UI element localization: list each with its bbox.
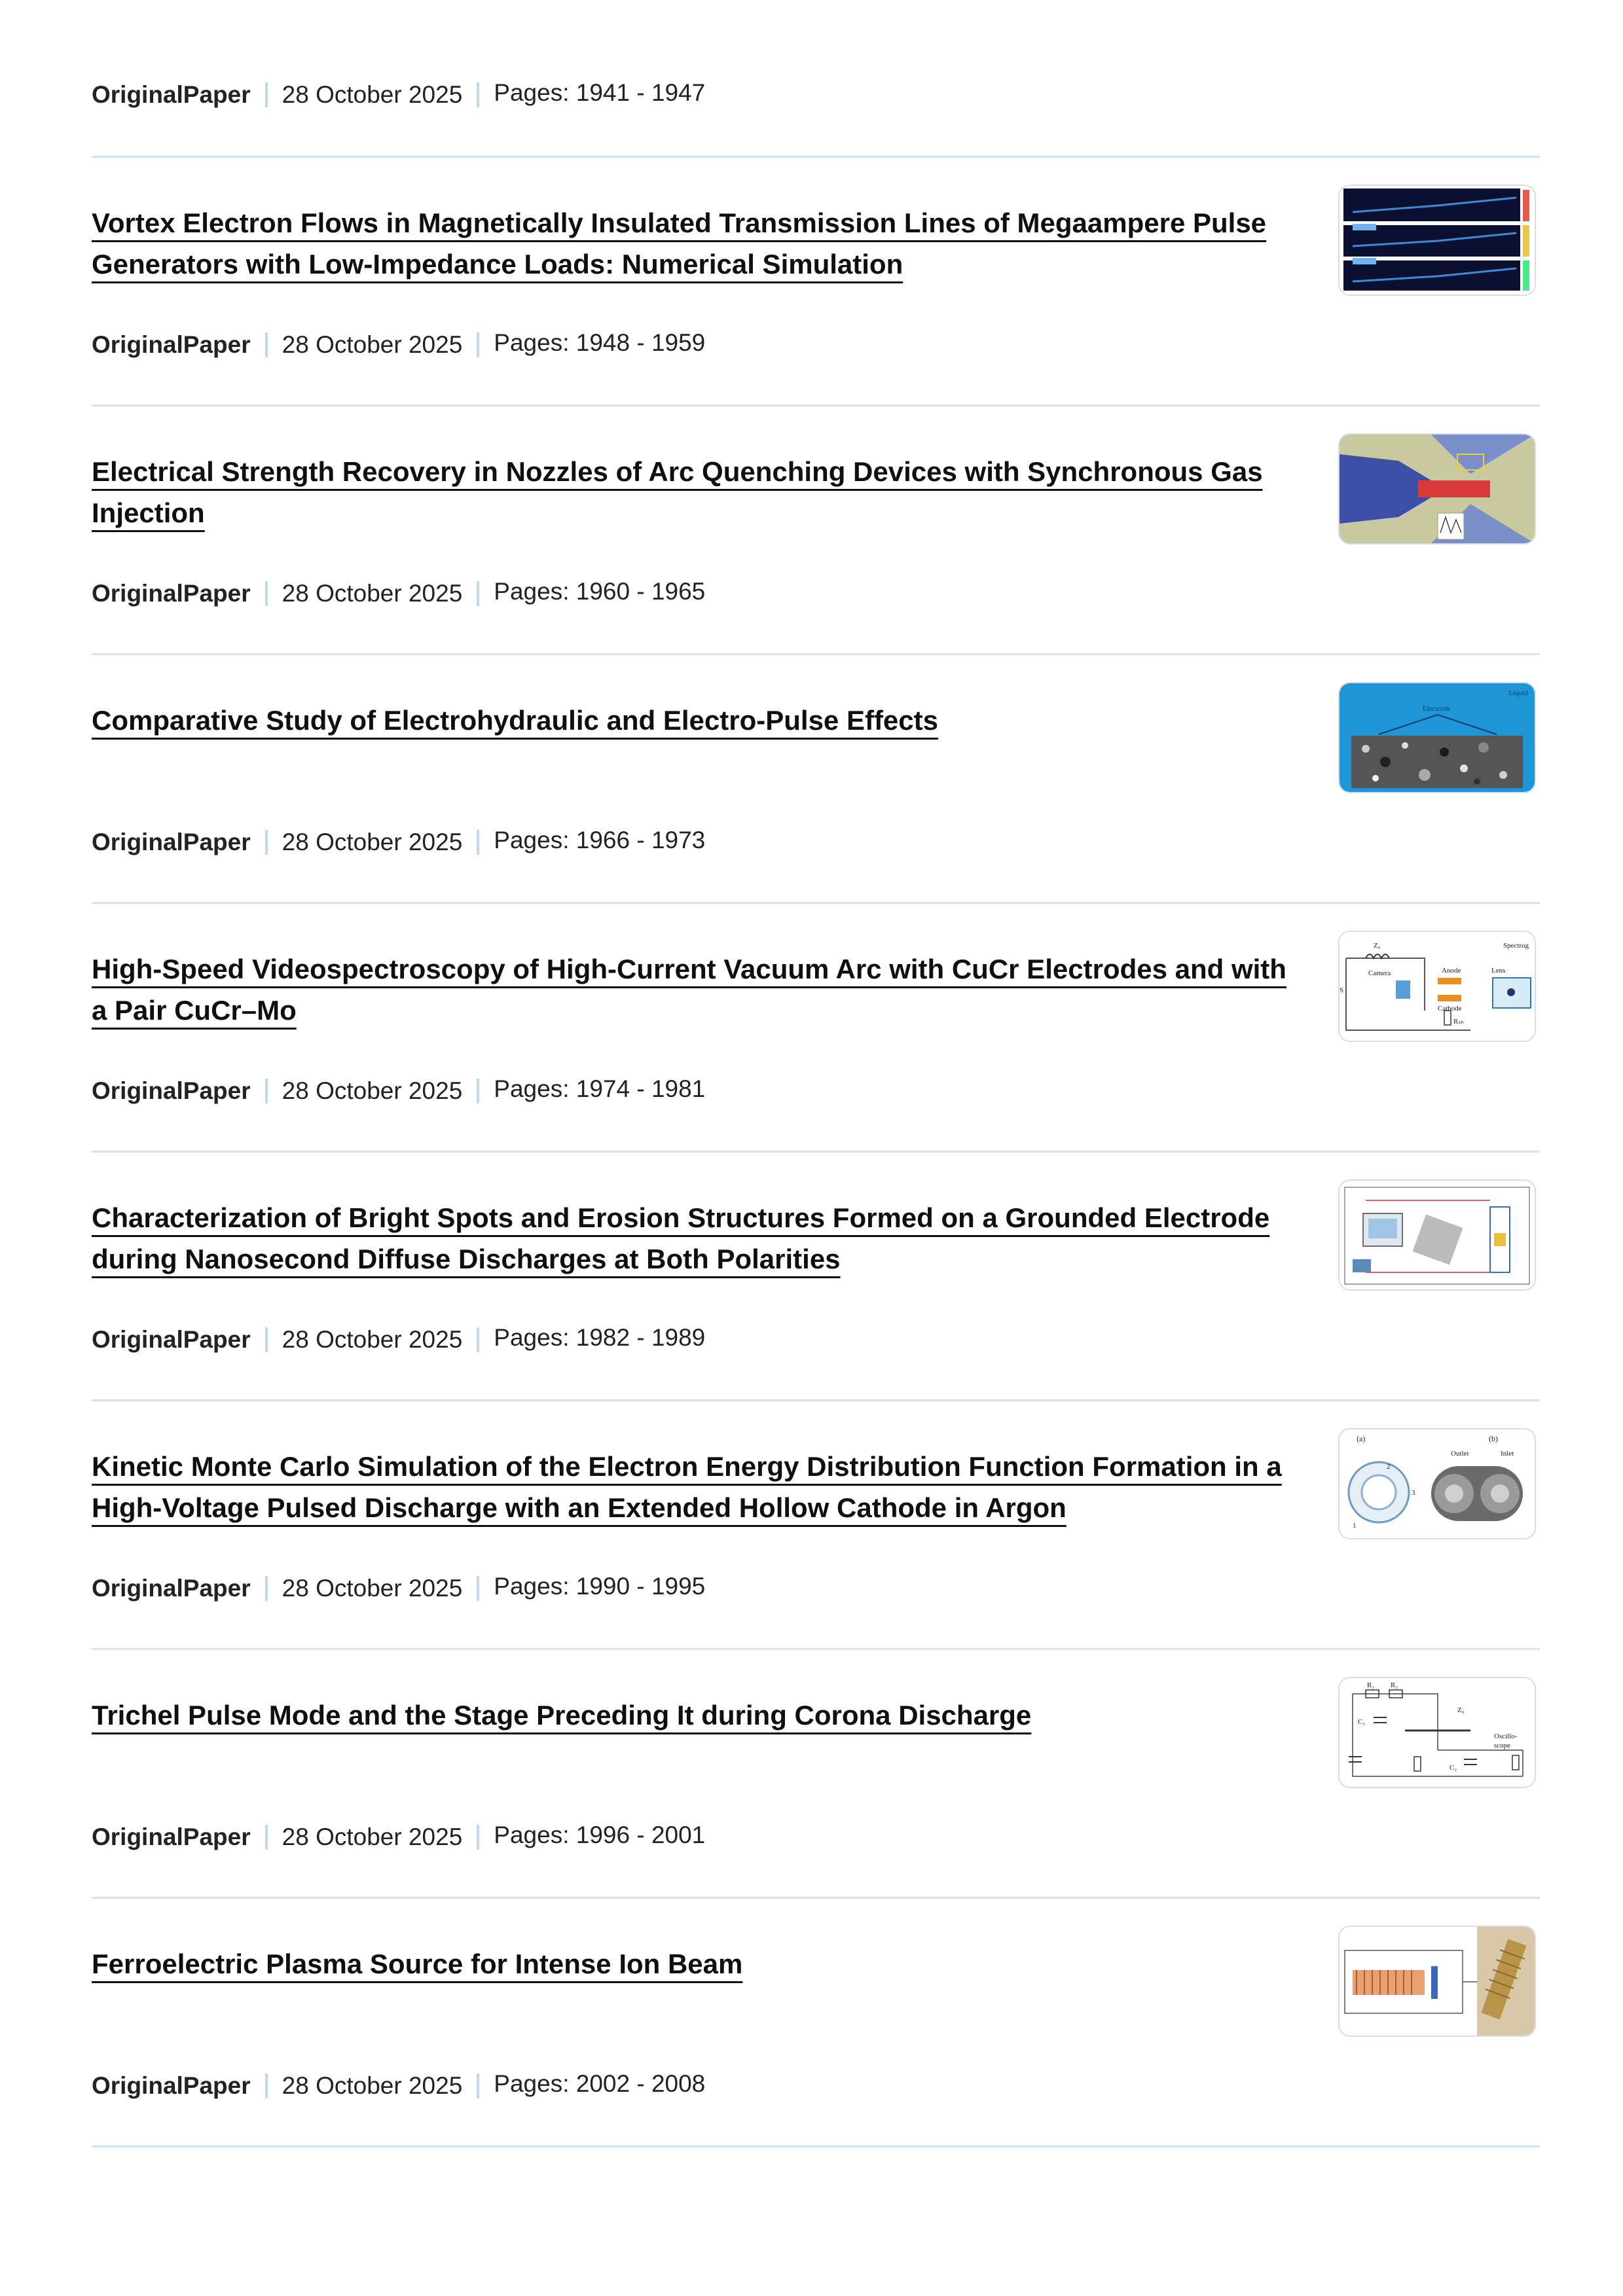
article-thumbnail[interactable] bbox=[1338, 1179, 1536, 1291]
simulation-plots-thumbnail bbox=[1340, 186, 1535, 295]
article-item bbox=[0, 689, 1623, 948]
page-range: Pages: 1996 - 2001 bbox=[494, 1821, 706, 1848]
content-type: OriginalPaper bbox=[92, 2072, 251, 2099]
corona-circuit-thumbnail bbox=[1340, 1678, 1535, 1787]
meta-separator bbox=[265, 1576, 268, 1601]
thumb-label: Inlet bbox=[1501, 1450, 1514, 1458]
publication-date: 28 October 2025 bbox=[282, 81, 463, 108]
thumb-label: 1 bbox=[1353, 1522, 1357, 1530]
page-range: Pages: 1974 - 1981 bbox=[494, 1075, 706, 1102]
thumb-label: C₁ bbox=[1358, 1718, 1366, 1726]
article-title bbox=[92, 948, 1303, 1031]
divider bbox=[92, 902, 1540, 904]
content-type: OriginalPaper bbox=[92, 81, 251, 108]
article-thumbnail[interactable] bbox=[1338, 1677, 1536, 1788]
meta-separator bbox=[265, 1825, 268, 1850]
publication-date: 28 October 2025 bbox=[282, 1326, 463, 1353]
divider bbox=[92, 156, 1540, 158]
content-type: OriginalPaper bbox=[92, 1823, 251, 1850]
thumb-label: (a) bbox=[1357, 1434, 1366, 1443]
page-range: Pages: 1982 - 1989 bbox=[494, 1324, 706, 1351]
article-item bbox=[0, 1943, 1623, 2192]
page-range: Pages: 1966 - 1973 bbox=[494, 827, 706, 853]
page-range: Pages: 1990 - 1995 bbox=[494, 1573, 706, 1600]
liquid-electrode-thumbnail bbox=[1340, 683, 1535, 792]
article-meta bbox=[92, 1326, 705, 1354]
content-type: OriginalPaper bbox=[92, 1326, 251, 1353]
thumb-label: Oscillo- bbox=[1494, 1732, 1518, 1740]
thumb-label: 2 bbox=[1387, 1463, 1391, 1471]
thumb-label: Spectrog bbox=[1503, 942, 1529, 950]
publication-date: 28 October 2025 bbox=[282, 1575, 463, 1602]
article-thumbnail[interactable] bbox=[1338, 682, 1536, 793]
thumb-label: scope bbox=[1494, 1742, 1511, 1749]
article-title-link[interactable]: Vortex Electron Flows in Magnetically Insulated Transmission Lines of Megaampere Pulse Generators with Low-Impedance Loads: Numerical Simulation bbox=[92, 207, 1267, 279]
page-range: Pages: 1948 - 1959 bbox=[494, 329, 706, 356]
divider bbox=[92, 1151, 1540, 1153]
thumb-label: Camera bbox=[1368, 969, 1391, 977]
meta-separator bbox=[477, 1327, 479, 1352]
article-title bbox=[92, 1197, 1303, 1280]
article-meta bbox=[92, 580, 705, 607]
top-entry-meta bbox=[92, 81, 705, 109]
thumb-label: 3 bbox=[1412, 1489, 1415, 1497]
article-title-link[interactable]: Ferroelectric Plasma Source for Intense Ion Beam bbox=[92, 1948, 743, 1979]
page-range: Pages: 2002 - 2008 bbox=[494, 2070, 706, 2097]
meta-separator bbox=[265, 1079, 268, 1103]
divider bbox=[92, 2145, 1540, 2147]
content-type: OriginalPaper bbox=[92, 1575, 251, 1602]
thumb-label: C₂ bbox=[1450, 1764, 1457, 1772]
page-range: Pages: 1960 - 1965 bbox=[494, 578, 706, 605]
divider bbox=[92, 1648, 1540, 1650]
content-type: OriginalPaper bbox=[92, 1077, 251, 1104]
meta-separator bbox=[477, 830, 479, 855]
content-type: OriginalPaper bbox=[92, 331, 251, 358]
meta-separator bbox=[265, 82, 268, 107]
thumb-label: Z₀ bbox=[1457, 1706, 1465, 1714]
article-title bbox=[92, 700, 1303, 741]
article-item bbox=[0, 202, 1623, 451]
hollow-cathode-thumbnail bbox=[1340, 1429, 1535, 1538]
content-type: OriginalPaper bbox=[92, 829, 251, 855]
divider bbox=[92, 404, 1540, 406]
thumb-label: (b) bbox=[1489, 1434, 1498, 1443]
thumb-label: R₁ bbox=[1367, 1681, 1375, 1689]
article-meta bbox=[92, 331, 705, 359]
article-meta bbox=[92, 1823, 705, 1851]
thumb-label: Liquid bbox=[1508, 689, 1528, 697]
article-title-link[interactable]: Comparative Study of Electrohydraulic and Electro-Pulse Effects bbox=[92, 705, 938, 736]
article-item bbox=[0, 942, 1623, 1197]
article-thumbnail[interactable] bbox=[1338, 1926, 1536, 2037]
publication-date: 28 October 2025 bbox=[282, 1077, 463, 1104]
meta-separator bbox=[477, 1825, 479, 1850]
article-title-link[interactable]: High-Speed Videospectroscopy of High-Current Vacuum Arc with CuCr Electrodes and with a Pair CuCr–Mo bbox=[92, 954, 1286, 1026]
article-item bbox=[0, 451, 1623, 700]
meta-separator bbox=[477, 581, 479, 606]
meta-separator bbox=[477, 82, 479, 107]
article-meta bbox=[92, 829, 705, 856]
article-title-link[interactable]: Trichel Pulse Mode and the Stage Preceding It during Corona Discharge bbox=[92, 1700, 1032, 1731]
publication-date: 28 October 2025 bbox=[282, 2072, 463, 2099]
meta-separator bbox=[477, 332, 479, 357]
experimental-setup-thumbnail bbox=[1340, 1181, 1535, 1289]
meta-separator bbox=[265, 332, 268, 357]
nozzle-simulation-thumbnail bbox=[1340, 435, 1535, 543]
article-meta bbox=[92, 81, 705, 109]
meta-separator bbox=[265, 1327, 268, 1352]
thumb-label: S bbox=[1340, 986, 1344, 994]
article-title bbox=[92, 451, 1303, 533]
page-range: Pages: 1941 - 1947 bbox=[494, 79, 706, 106]
meta-separator bbox=[477, 1079, 479, 1103]
meta-separator bbox=[265, 830, 268, 855]
ion-beam-source-thumbnail bbox=[1340, 1927, 1535, 2036]
content-type: OriginalPaper bbox=[92, 580, 251, 607]
article-thumbnail[interactable] bbox=[1338, 433, 1536, 545]
article-thumbnail[interactable] bbox=[1338, 1428, 1536, 1539]
article-thumbnail[interactable] bbox=[1338, 185, 1536, 296]
article-item bbox=[0, 1434, 1623, 1695]
circuit-setup-thumbnail bbox=[1340, 932, 1535, 1041]
meta-separator bbox=[265, 581, 268, 606]
article-title bbox=[92, 1446, 1303, 1528]
meta-separator bbox=[265, 2073, 268, 2098]
article-meta bbox=[92, 2072, 705, 2100]
publication-date: 28 October 2025 bbox=[282, 829, 463, 855]
article-item bbox=[0, 1197, 1623, 1446]
thumb-label: Rₛₕ bbox=[1453, 1018, 1464, 1026]
article-title-link[interactable]: Electrical Strength Recovery in Nozzles of Arc Quenching Devices with Synchronous Gas Injection bbox=[92, 456, 1263, 528]
thumb-label: Z₀ bbox=[1374, 942, 1381, 950]
article-title-link[interactable]: Kinetic Monte Carlo Simulation of the Electron Energy Distribution Function Formation in a High-Voltage Pulsed Discharge with an Extended Hollow Cathode in Argon bbox=[92, 1451, 1282, 1523]
article-meta bbox=[92, 1077, 705, 1105]
thumb-label: Outlet bbox=[1451, 1450, 1469, 1458]
thumb-label: Electrode bbox=[1422, 705, 1451, 713]
article-item bbox=[0, 1681, 1623, 1943]
article-thumbnail[interactable] bbox=[1338, 931, 1536, 1042]
meta-separator bbox=[477, 1576, 479, 1601]
article-title bbox=[92, 202, 1303, 285]
publication-date: 28 October 2025 bbox=[282, 331, 463, 358]
thumb-label: Lens bbox=[1491, 967, 1506, 975]
article-title bbox=[92, 1943, 1303, 1984]
article-title-link[interactable]: Characterization of Bright Spots and Erosion Structures Formed on a Grounded Electrode during Nanosecond Diffuse Discharges at Both Polarities bbox=[92, 1202, 1270, 1274]
publication-date: 28 October 2025 bbox=[282, 580, 463, 607]
thumb-label: Anode bbox=[1442, 967, 1461, 975]
thumb-label: R₂ bbox=[1391, 1681, 1398, 1689]
publication-date: 28 October 2025 bbox=[282, 1823, 463, 1850]
article-title bbox=[92, 1695, 1303, 1736]
meta-separator bbox=[477, 2073, 479, 2098]
divider bbox=[92, 1897, 1540, 1899]
divider bbox=[92, 1399, 1540, 1401]
divider bbox=[92, 653, 1540, 655]
thumb-label: Cathode bbox=[1438, 1005, 1462, 1013]
article-meta bbox=[92, 1575, 705, 1602]
